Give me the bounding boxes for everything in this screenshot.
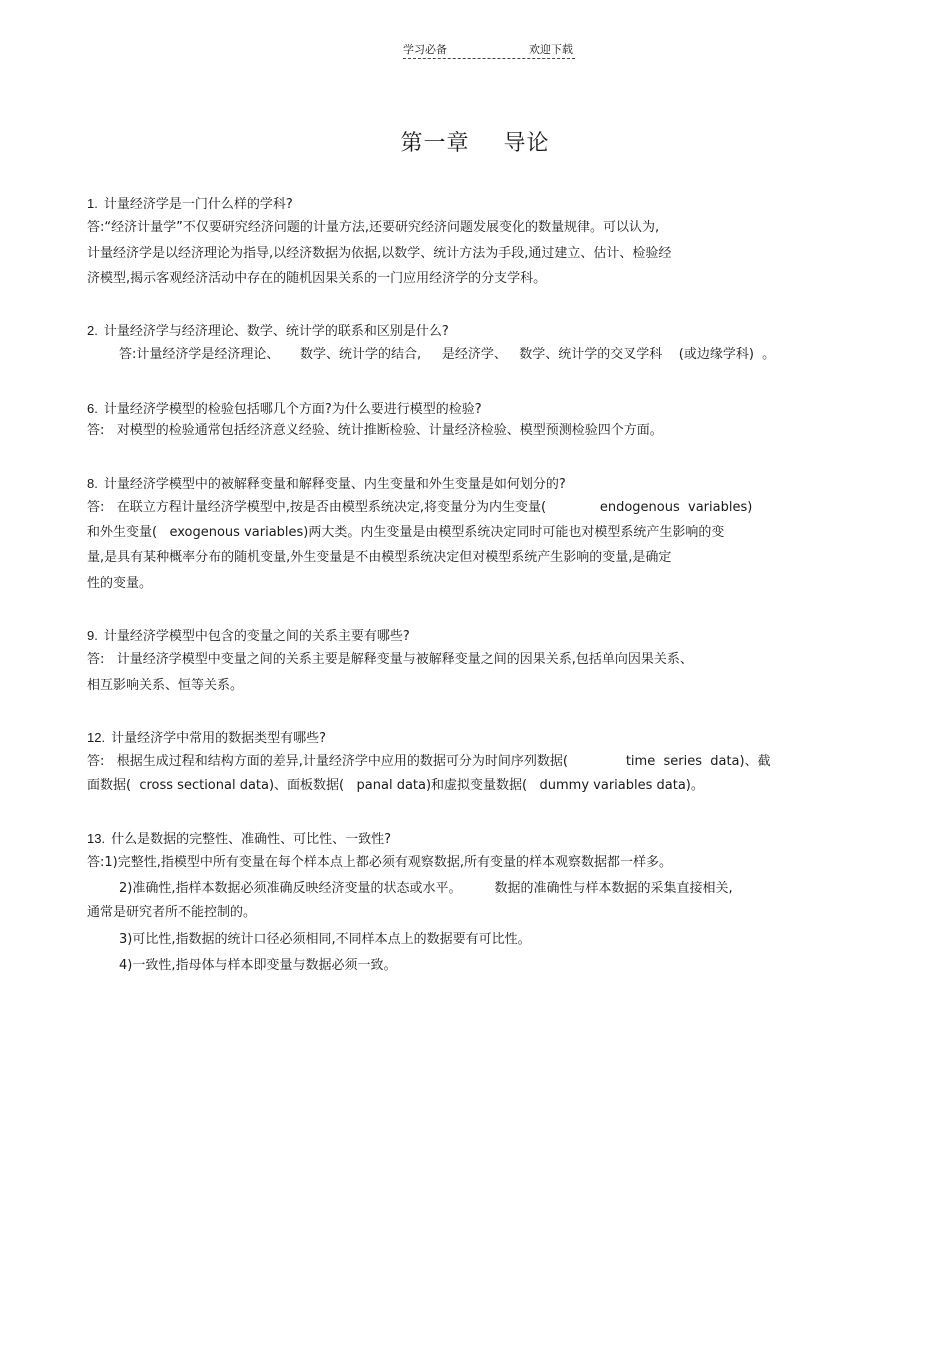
question-text: 计量经济学模型中的被解释变量和解释变量、内生变量和外生变量是如何划分的? xyxy=(103,477,566,492)
header-left-text: 学习必备 xyxy=(403,43,447,56)
question-text: 计量经济学模型的检验包括哪几个方面?为什么要进行模型的检验? xyxy=(103,402,482,417)
answer-8-line-2: 和外生变量( exogenous variables)两大类。内生变量是由模型系统决定同时可能也对模型系统产生影响的变 xyxy=(87,525,725,540)
question-number: 8. xyxy=(87,476,98,491)
answer-8-line-1: 答: 在联立方程计量经济学模型中,按是否由模型系统决定,将变量分为内生变量( endogenous variables) xyxy=(87,500,753,515)
question-number: 1. xyxy=(87,196,98,211)
answer-8-line-3: 量,是具有某种概率分布的随机变量,外生变量是不由模型系统决定但对模型系统产生影响的变量,是确定 xyxy=(87,550,672,565)
chapter-title xyxy=(0,126,950,157)
answer-13-line-4: 3)可比性,指数据的统计口径必须相同,不同样本点上的数据要有可比性。 xyxy=(119,932,531,947)
question-12 xyxy=(87,729,326,748)
answer-1-line-3: 济模型,揭示客观经济活动中存在的随机因果关系的一门应用经济学的分支学科。 xyxy=(87,271,547,286)
question-8 xyxy=(87,475,566,494)
header-right-text: 欢迎下载 xyxy=(529,43,573,56)
question-text: 计量经济学中常用的数据类型有哪些? xyxy=(111,731,326,746)
answer-12-line-1: 答: 根据生成过程和结构方面的差异,计量经济学中应用的数据可分为时间序列数据( time series data)、截 xyxy=(87,754,771,769)
question-6 xyxy=(87,400,482,419)
answer-1-line-2: 计量经济学是以经济理论为指导,以经济数据为依据,以数学、统计方法为手段,通过建立、估计、检验经 xyxy=(87,246,672,261)
question-number: 6. xyxy=(87,401,98,416)
answer-12-line-2: 面数据( cross sectional data)、面板数据( panal data)和虚拟变量数据( dummy variables data)。 xyxy=(87,778,704,793)
question-text: 计量经济学是一门什么样的学科? xyxy=(103,197,293,212)
answer-13-line-3: 通常是研究者所不能控制的。 xyxy=(87,905,257,920)
question-1 xyxy=(87,195,293,214)
answer-9-line-1: 答: 计量经济学模型中变量之间的关系主要是解释变量与被解释变量之间的因果关系,包括单向因果关系、 xyxy=(87,652,693,667)
question-text: 计量经济学与经济理论、数学、统计学的联系和区别是什么? xyxy=(103,324,449,339)
answer-6-line-1: 答: 对模型的检验通常包括经济意义经验、统计推断检验、计量经济检验、模型预测检验四个方面。 xyxy=(87,423,663,438)
question-13 xyxy=(87,830,391,849)
chapter-number: 第一章 xyxy=(400,131,470,156)
answer-9-line-2: 相互影响关系、恒等关系。 xyxy=(87,678,244,693)
answer-1-line-1: 答:“经济计量学”不仅要研究经济问题的计量方法,还要研究经济问题发展变化的数量规律。可以认为, xyxy=(87,220,660,235)
question-9 xyxy=(87,627,410,646)
question-number: 2. xyxy=(87,323,98,338)
answer-13-line-5: 4)一致性,指母体与样本即变量与数据必须一致。 xyxy=(119,958,397,973)
chapter-name: 导论 xyxy=(503,131,550,156)
answer-13-line-2: 2)准确性,指样本数据必须准确反映经济变量的状态或水平。 数据的准确性与样本数据的采集直接相关, xyxy=(119,881,733,896)
question-number: 13. xyxy=(87,831,106,846)
question-2 xyxy=(87,322,449,341)
answer-13-line-1: 答:1)完整性,指模型中所有变量在每个样本点上都必须有观察数据,所有变量的样本观察数据都一样多。 xyxy=(87,855,672,870)
question-text: 什么是数据的完整性、准确性、可比性、一致性? xyxy=(111,832,391,847)
answer-2-line-1: 答:计量经济学是经济理论、 数学、统计学的结合, 是经济学、 数学、统计学的交叉学科 (或边缘学科) 。 xyxy=(119,347,776,362)
question-number: 12. xyxy=(87,730,106,745)
page-header xyxy=(403,40,575,59)
question-text: 计量经济学模型中包含的变量之间的关系主要有哪些? xyxy=(103,629,410,644)
answer-8-line-4: 性的变量。 xyxy=(87,576,153,591)
question-number: 9. xyxy=(87,628,98,643)
